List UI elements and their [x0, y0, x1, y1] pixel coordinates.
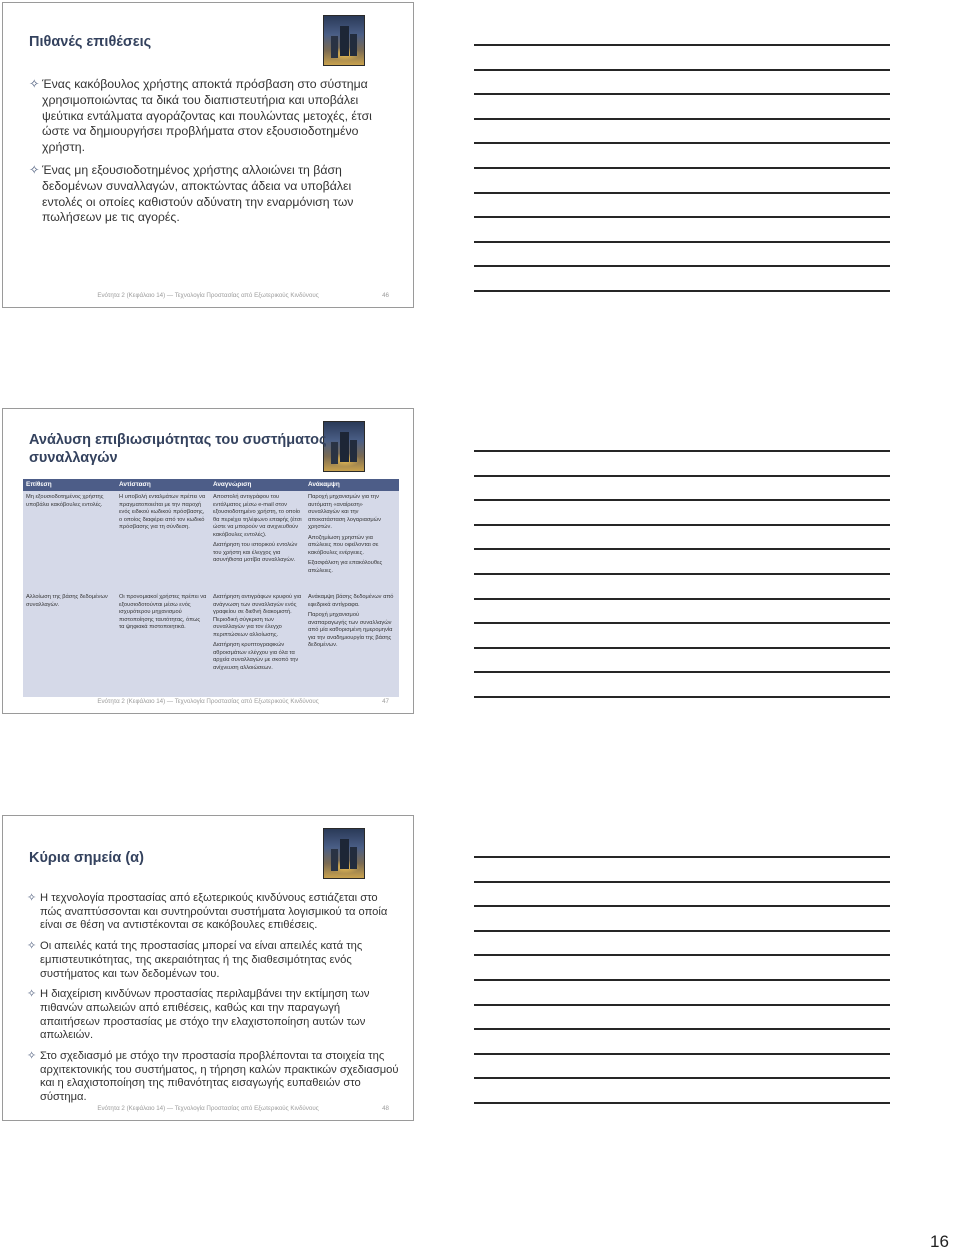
slide-number: 47	[382, 698, 389, 705]
diamond-star-bullet-icon: ✧	[29, 77, 40, 91]
slide-number: 48	[382, 1105, 389, 1112]
table-row	[23, 591, 399, 675]
bullet-item: ✧ Στο σχεδιασμό με στόχο την προστασία προβλέπονται τα στοιχεία της αρχιτεκτονικής του συστήματος, η τήρηση καλών πρακτικών σχεδιασμού και η ελαχιστοποίηση της πιθανότητας εισαγωγής ευπαθειών στο σύστημα.	[27, 1050, 399, 1104]
table-cell: Παροχή μηχανισμών για την αυτόματη «αναίρεση» συναλλαγών και την αποκατάσταση λογαριασμών χρηστών. Αποζημίωση χρηστών για απώλειες που οφείλονται σε κακόβουλες ενέργειες. Εξασφάλιση για επακόλουθες απώλειες.	[308, 494, 383, 574]
note-lines	[474, 44, 890, 315]
city-night-photo-thumbnail	[323, 15, 365, 66]
bullet-list	[27, 892, 399, 1112]
diamond-star-bullet-icon: ✧	[27, 988, 37, 1001]
table-cell: Αλλοίωση της βάσης δεδομένων συναλλαγών.	[26, 594, 108, 608]
table-cell: Ανάκαμψη βάσης δεδομένων από εφεδρικά αντίγραφα. Παροχή μηχανισμού αναπαραγωγής των συναλλαγών από μία καθορισμένη ημερομηνία για την αναδημιουργία της βάσης δεδομένων.	[308, 594, 394, 648]
city-night-photo-thumbnail	[323, 828, 365, 879]
slide-footer: Ενότητα 2 (Κεφάλαιο 14) — Τεχνολογία Προστασίας από Εξωτερικούς Κινδύνους	[97, 292, 319, 299]
diamond-star-bullet-icon: ✧	[27, 1050, 37, 1063]
table-row	[23, 491, 399, 591]
table-cell: Οι προνομιακοί χρήστες πρέπει να εξουσιοδοτούνται μέσω ενός ισχυρότερου μηχανισμού πιστοποίησης ταυτότητας, όπως τα ψηφιακά πιστοποιητικά.	[119, 594, 207, 630]
table-header	[23, 479, 399, 491]
table-cell: Διατήρηση αντιγράφων κρυφού για ανάγνωση των συναλλαγών ενός γραφείου σε διεθνή διακομιστή. Περιοδική σύγκριση των συναλλαγών για τον έλεγχο περιπτώσεων αλλοίωσης. Διατήρηση κρυπτογραφικών αθροισμάτων ελέγχου για όλα τα αρχεία συναλλαγών με σκοπό την ανίχνευση αλλοιώσεων.	[213, 594, 302, 671]
column-header: Επίθεση	[26, 481, 52, 488]
slide-footer: Ενότητα 2 (Κεφάλαιο 14) — Τεχνολογία Προστασίας από Εξωτερικούς Κινδύνους	[97, 1105, 319, 1112]
slide-number: 46	[382, 292, 389, 299]
table-cell: Μη εξουσιοδοτημένος χρήστης υποβάλει κακόβουλες εντολές.	[26, 494, 104, 508]
bullet-item: ✧ Η τεχνολογία προστασίας από εξωτερικούς κινδύνους εστιάζεται στο πώς αναπτύσσονται και συντηρούνται συστήματα λογισμικού τα οποία είναι σε θέση να αντιστέκονται σε κακόβουλες επιθέσεις.	[27, 892, 388, 932]
bullet-item: ✧ Οι απειλές κατά της προστασίας μπορεί να είναι απειλές κατά της εμπιστευτικότητας, της ακεραιότητας ή της διαθεσιμότητας ενός συστήματος και των δεδομένων του.	[27, 940, 363, 980]
note-lines	[474, 856, 890, 1127]
slide-48	[2, 815, 414, 1121]
diamond-star-bullet-icon: ✧	[27, 940, 37, 953]
bullet-item: ✧ Ένας μη εξουσιοδοτημένος χρήστης αλλοιώνει τη βάση δεδομένων συναλλαγών, αποκτώντας άδεια να υποβάλει εντολές οι οποίες καθιστούν αδύνατη την εναρμόνιση των πωλήσεων με τις αγορές.	[29, 162, 354, 225]
slide-title: Κύρια σημεία (α)	[29, 850, 144, 866]
table-cell: Αποστολή αντιγράφου του εντάλματος μέσω e-mail στον εξουσιοδοτημένο χρήστη, το οποίο θα περιέχει τηλέφωνο επαφής (έτσι ώστε να μπορούν να ανιχνευθούν κακόβουλες εντολές). Διατήρηση του ιστορικού εντολών του χρήστη και έλεγχος για ασυνήθιστα μοτίβα συναλλαγών.	[213, 494, 302, 563]
slide-46	[2, 2, 414, 308]
bullet-item: ✧ Ένας κακόβουλος χρήστης αποκτά πρόσβαση στο σύστημα χρησιμοποιώντας τα δικά του διαπιστευτήρια και υποβάλει ψεύτικα εντάλματα αγοράζοντας και πουλώντας μετοχές, έτσι ώστε να δημιουργήσει προβλήματα στον εξουσιοδοτημένο χρήστη.	[29, 77, 372, 155]
bullet-item: ✧ Η διαχείριση κινδύνων προστασίας περιλαμβάνει την εκτίμηση των πιθανών απωλειών από επιθέσεις, καθώς και την παραγωγή απαιτήσεων προστασίας με στόχο την ελαχιστοποίηση αυτών των απωλειών.	[27, 988, 370, 1042]
slide-47	[2, 408, 414, 714]
column-header: Ανάκαμψη	[308, 481, 340, 488]
column-header: Αντίσταση	[119, 481, 151, 488]
slide-title: Πιθανές επιθέσεις	[29, 34, 152, 50]
diamond-star-bullet-icon: ✧	[27, 892, 37, 904]
bullet-list	[29, 77, 391, 233]
slide-title: Ανάλυση επιβιωσιμότητας του συστήματος συναλλαγών	[29, 432, 327, 466]
survivability-table	[23, 479, 399, 697]
diamond-star-bullet-icon: ✧	[29, 162, 40, 177]
column-header: Αναγνώριση	[213, 481, 252, 488]
table-cell: Η υποβολή ενταλμάτων πρέπει να πραγματοποιείται με την παροχή ενός ειδικού κωδικού πρόσβασης, ο οποίος διαφέρει από τον κωδικό πρόσβασης για τη σύνδεση.	[119, 494, 206, 530]
note-lines	[474, 450, 890, 721]
page-number: 16	[930, 1232, 949, 1251]
slide-footer: Ενότητα 2 (Κεφάλαιο 14) — Τεχνολογία Προστασίας από Εξωτερικούς Κινδύνους	[97, 698, 319, 705]
